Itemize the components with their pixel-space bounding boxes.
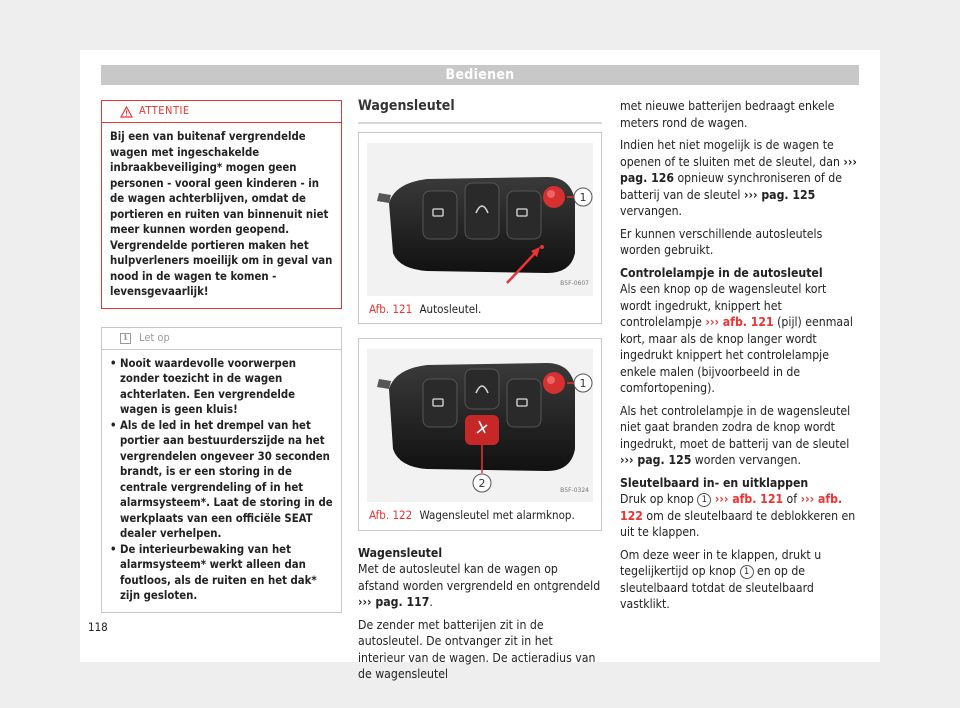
note-body (102, 350, 341, 612)
figure-callout: 1 (579, 190, 587, 204)
page-reference-link[interactable]: ››› pag. 126 (620, 154, 857, 185)
middle-column (358, 98, 602, 689)
page-reference-link[interactable]: ››› pag. 125 (743, 187, 816, 202)
figure-caption (359, 296, 601, 324)
paragraph: Als het controlelampje in de wagensleutel niet gaat branden zodra de knop wordt ingedrukt, moet de batterij van de sleutel ››› pag. 125 worden vervangen. (620, 403, 851, 467)
figure-caption-text: Autosleutel. (419, 301, 482, 316)
info-icon: i (120, 333, 131, 344)
sub-heading: Sleutelbaard in- en uitklappen (620, 475, 809, 490)
page-number: 118 (88, 620, 108, 634)
paragraph: met nieuwe batterijen bedraagt enkele meters rond de wagen. (620, 99, 835, 130)
paragraph: Als een knop op de wagensleutel kort wordt ingedrukt, knippert het controlelampje ››› afb. 121 (pijl) eenmaal kort, maar als de knop langer wordt ingedrukt knippert het controlelampje enkele malen (bijvoorbeeld in de comfortopening). (620, 282, 853, 395)
note-header (102, 328, 341, 350)
figure-code: B5F-0324 (560, 486, 589, 494)
figure-122 (358, 338, 602, 531)
car-key-alarm-image (367, 349, 593, 502)
paragraph: Om deze weer in te klappen, drukt u tegelijkertijd op knop 1 en op de sleutelbaard totdat de sleutelbaard vastklikt. (620, 547, 822, 611)
figure-caption-text: Wagensleutel met alarmknop. (419, 508, 575, 522)
button-number-badge: 1 (740, 565, 754, 579)
figure-reference-link[interactable]: ››› afb. 121 (714, 492, 784, 506)
note-item: • De interieurbewaking van het alarmsysteem* werkt alleen dan foutloos, als de ruiten en het dak* zijn gesloten. (110, 542, 317, 602)
warning-box (101, 100, 342, 309)
warning-triangle-icon (120, 106, 133, 118)
paragraph: De zender met batterijen zit in de autosleutel. De ontvanger zit in het interieur van de wagen. De actieradius van de wagensleutel (358, 617, 596, 681)
sub-heading: Controlelampje in de autosleutel (620, 265, 823, 280)
figure-callout: 2 (478, 477, 486, 490)
chapter-header: Bedienen (101, 65, 859, 85)
figure-number: Afb. 121 (369, 301, 413, 316)
section-title: Wagensleutel (358, 98, 602, 124)
key-illustration (367, 143, 593, 296)
note-item: • Nooit waardevolle voorwerpen zonder toezicht in de wagen achterlaten. Een vergrendelde wagen is geen kluis! (110, 356, 296, 416)
sub-heading: Wagensleutel (358, 545, 443, 560)
figure-reference-link[interactable]: ››› afb. 122 (620, 492, 843, 523)
figure-caption (359, 502, 601, 530)
figure-callout: 1 (579, 377, 587, 390)
figure-121 (358, 132, 602, 325)
note-box (101, 327, 342, 613)
figure-code: B5F-0607 (560, 280, 589, 287)
warning-header (102, 101, 341, 123)
figure-reference-link[interactable]: ››› afb. 121 (705, 315, 774, 329)
mid-text-block (358, 545, 602, 683)
right-column (620, 98, 860, 619)
figure-number: Afb. 122 (369, 508, 413, 522)
note-item: • Als de led in het drempel van het portier aan bestuurderszijde na het vergrendelen ongeveer 30 seconden brandt, is er een storing in de centrale vergrendeling of in het alarmsysteem*. Laat de storing in de werkplaats van een officiële SEAT dealer verhelpen. (110, 418, 333, 540)
page-reference-link[interactable]: ››› pag. 125 (620, 453, 692, 467)
key-alarm-illustration (367, 349, 593, 502)
note-label: Let op (139, 330, 170, 344)
left-column (101, 100, 342, 613)
paragraph: Er kunnen verschillende autosleutels worden gebruikt. (620, 226, 823, 257)
button-number-badge: 1 (697, 493, 711, 507)
car-key-image (367, 143, 593, 296)
warning-text: Bij een van buitenaf vergrendelde wagen met ingeschakelde inbraakbeveiliging* mogen geen personen - vooral geen kinderen - in de wagen achterblijven, omdat de portieren en ruiten van binnenuit niet meer kunnen worden geopend. Vergrendelde portieren maken het hulpverleners moeilijk om in geval van nood in de wagen te komen - levensgevaarlijk! (110, 130, 333, 298)
paragraph: Indien het niet mogelijk is de wagen te openen of te sluiten met de sleutel, dan ››› pag. 126 opnieuw synchroniseren of de batterij van de sleutel ››› pag. 125 vervangen. (620, 138, 857, 218)
paragraph: Druk op knop 1 ››› afb. 121 of ››› afb. 122 om de sleutelbaard te deblokkeren en uit te klappen. (620, 492, 856, 539)
page-reference-link[interactable]: ››› pag. 117 (358, 595, 430, 609)
warning-label: ATTENTIE (139, 104, 190, 118)
paragraph: Met de autosleutel kan de wagen op afstand worden vergrendeld en ontgrendeld ››› pag. 117. (358, 562, 601, 609)
